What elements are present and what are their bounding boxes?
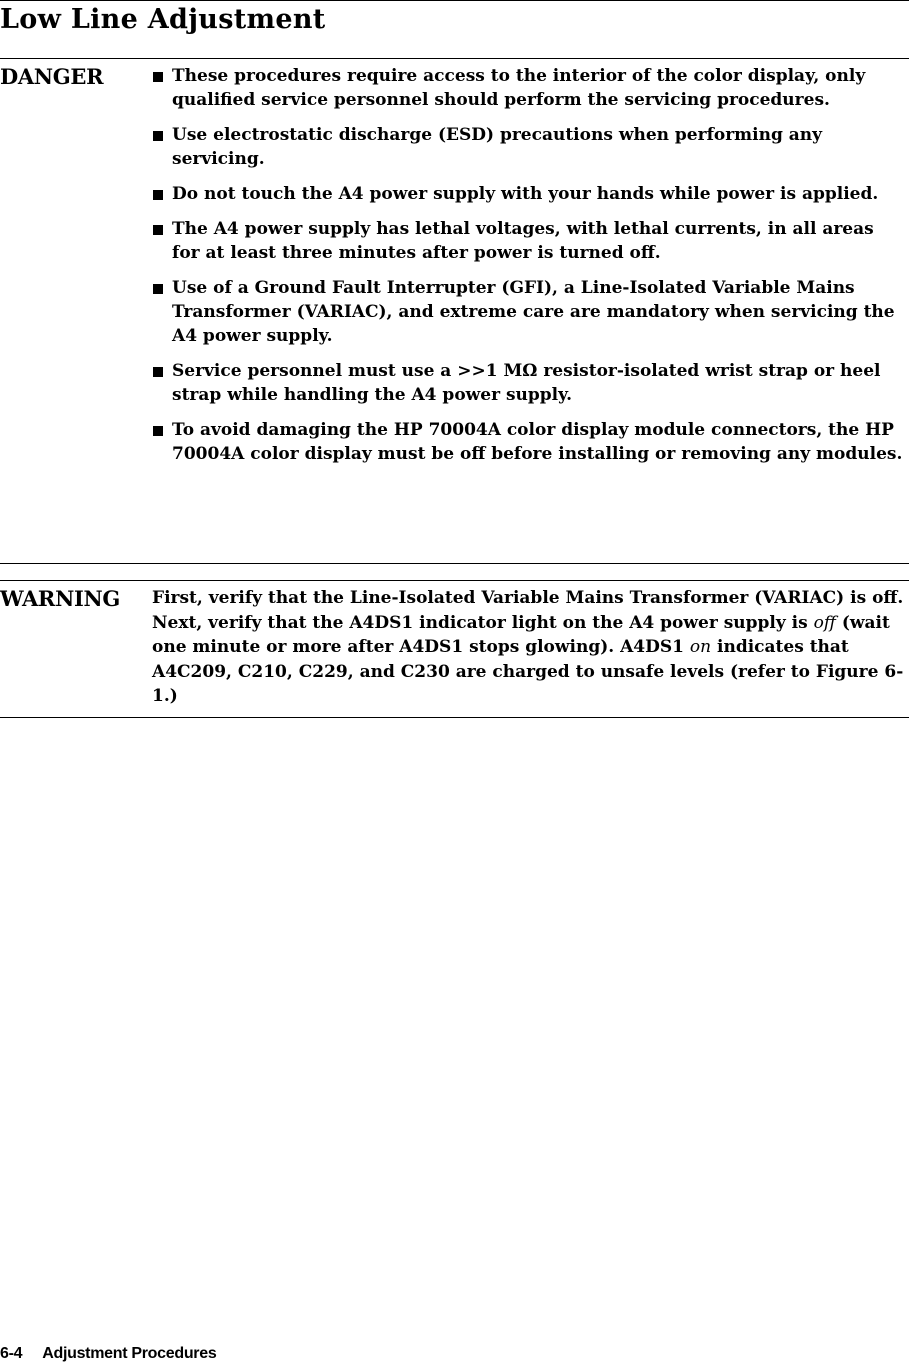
danger-item: [153, 123, 905, 171]
danger-item-text: These procedures require access to the interior of the color display, only qualified service personnel should perform the servicing procedures.: [172, 66, 866, 110]
warning-bottom-rule: [0, 717, 909, 718]
warning-label: WARNING: [0, 586, 121, 611]
danger-item: [153, 359, 905, 407]
warning-on-word: on: [689, 637, 712, 657]
square-bullet-icon: [153, 190, 163, 200]
warning-top-rule: [0, 580, 909, 581]
page-title: Low Line Adjustment: [0, 4, 326, 35]
page-number: 6-4: [0, 1345, 23, 1362]
danger-item: [153, 217, 905, 265]
warning-text-part: indicates that A4C209, C210, C229, and C230 are charged to unsafe levels (refer to Figure 6-1.): [152, 637, 904, 706]
warning-text-part: First, verify that the Line-Isolated Variable Mains Transformer (VARIAC) is off. Next, verify that the A4DS1 indicator light on the A4 power supply is: [152, 588, 904, 633]
top-rule: [0, 0, 909, 1]
square-bullet-icon: [153, 426, 163, 436]
danger-item: [153, 64, 905, 112]
danger-item: [153, 276, 905, 348]
warning-text: [152, 586, 908, 709]
section-name: Adjustment Procedures: [42, 1345, 217, 1362]
danger-item-text: The A4 power supply has lethal voltages, with lethal currents, in all areas for at least three minutes after power is turned off.: [172, 219, 874, 263]
title-underline-rule: [0, 58, 909, 59]
page-footer: [0, 1345, 216, 1363]
danger-item: [153, 182, 905, 206]
square-bullet-icon: [153, 131, 163, 141]
square-bullet-icon: [153, 284, 163, 294]
square-bullet-icon: [153, 225, 163, 235]
warning-off-word: off: [813, 612, 836, 633]
danger-item-text: To avoid damaging the HP 70004A color display module connectors, the HP 70004A color display must be off before installing or removing any modules.: [172, 420, 903, 464]
danger-list: [153, 64, 905, 477]
square-bullet-icon: [153, 367, 163, 377]
danger-label: DANGER: [0, 64, 104, 89]
danger-bottom-rule: [0, 563, 909, 564]
danger-item-text: Do not touch the A4 power supply with your hands while power is applied.: [172, 184, 879, 204]
danger-item: [153, 418, 905, 466]
danger-item-text: Use electrostatic discharge (ESD) precautions when performing any servicing.: [172, 125, 823, 169]
danger-item-text: Use of a Ground Fault Interrupter (GFI), a Line-Isolated Variable Mains Transformer (VARIAC), and extreme care are mandatory when servicing the A4 power supply.: [172, 278, 895, 346]
danger-item-text: Service personnel must use a >>1 MΩ resistor-isolated wrist strap or heel strap while handling the A4 power supply.: [172, 361, 881, 405]
square-bullet-icon: [153, 72, 163, 82]
warning-text-part: (wait one minute or more after A4DS1 stops glowing). A4DS1: [152, 612, 890, 657]
